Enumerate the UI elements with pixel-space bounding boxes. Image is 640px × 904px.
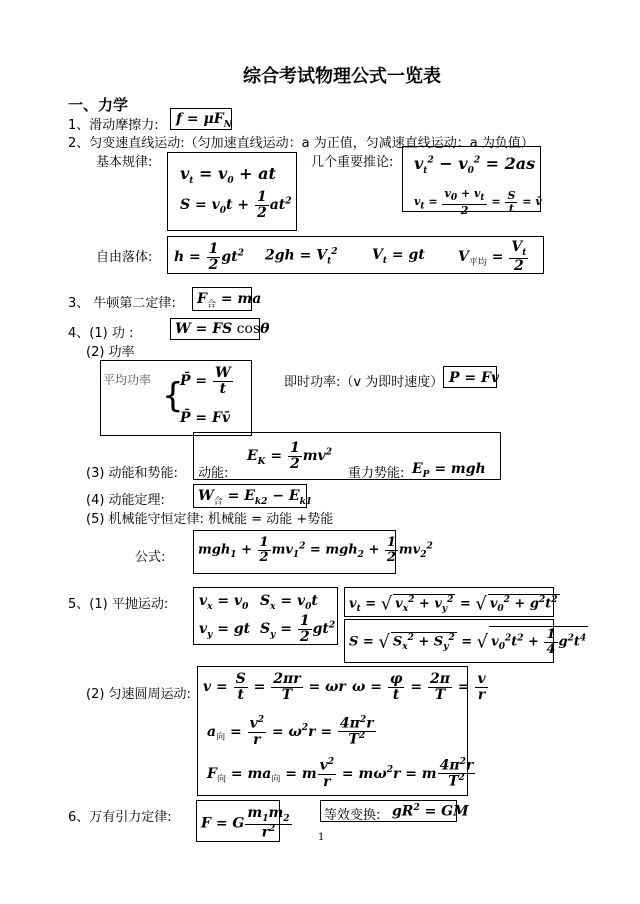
subscript-xiang-f: 向 (216, 774, 226, 785)
potential-label: 重力势能: (348, 466, 405, 481)
subscript-pingjun: 平均 (468, 257, 487, 268)
displacement-formula: $S = v_0t$ + $\frac{1}{2}$ $at^2$ (180, 189, 292, 221)
page-title: 综合考试物理公式一览表 (243, 66, 441, 87)
newton-formula: $F_合$ = ma (197, 291, 262, 310)
free-fall-avg-velocity: $V_{平均}$ = $\frac{V_t}{2}$ (458, 239, 527, 275)
projectile-vy: $v_y$ = gt (199, 621, 251, 640)
item-gravitation-label: 6、万有引力定律: (68, 810, 172, 825)
item-uniform-accel-label: 2、匀变速直线运动:（匀加速直线运动：a 为正值，匀减速直线运动：a 为负值） (68, 136, 534, 151)
item-newton-label: 3、 牛顿第二定律: (68, 296, 176, 311)
free-fall-height: h = $\frac{1}{2}$ $gt^2$ (174, 241, 244, 273)
velocity-formula: $v_t = v_0$ + at (180, 164, 276, 187)
subscript-he-theorem: 合 (213, 496, 223, 507)
formula-label: 公式: (135, 550, 166, 565)
kinetic-formula: $E_K$ = $\frac{1}{2}$ $mv^2$ (247, 440, 332, 472)
energy-label: (3) 动能和势能: (86, 466, 178, 481)
friction-formula: $f = \mu F_N$ (176, 111, 232, 130)
centripetal-force: $F_向 = ma_向 = m$ $\frac{v^2}{r}$ = $m\omega^2r = m$ $\frac{4\pi^2r}{T^2}$ (207, 757, 474, 790)
basic-law-label: 基本规律: (96, 155, 153, 170)
average-velocity-formula: $v_t$ = $\frac{v_0 + v_t}{2}$ = $\frac{S}{t}$ = v̄ (414, 187, 542, 217)
item-projectile-label: 5、(1) 平抛运动: (68, 597, 169, 612)
brace-symbol: { (162, 376, 184, 416)
item-work-label: 4、(1) 功 : (68, 326, 134, 341)
subscript-he-newton: 合 (206, 299, 216, 310)
equiv-formula: $gR^2$ = GM (392, 803, 469, 820)
item-friction-label: 1、滑动摩擦力: (68, 118, 159, 133)
equiv-label: 等效变换: (324, 808, 381, 823)
inst-power-label: 即时功率:（v 为即时速度） (284, 375, 444, 390)
projectile-sy: $S_y$ = $\frac{1}{2}$ $gt^2$ (260, 613, 336, 645)
kinetic-label: 动能: (198, 466, 229, 481)
section-mechanics: 一、力学 (68, 96, 129, 114)
potential-formula: $E_P$ = mgh (412, 461, 486, 480)
avg-power-label: 平均功率 (103, 373, 152, 387)
subscript-xiang-f2: 向 (271, 774, 281, 785)
centripetal-acceleration: $a_向$ = $\frac{v^2}{r}$ = $\omega^2r$ = $\frac{4\pi^2r}{T^2}$ (207, 715, 374, 748)
angular-velocity: ω = $\frac{\varphi}{t}$ = $\frac{2\pi}{T}$ = $\frac{v}{r}$ (352, 671, 486, 703)
theorem-label: (4) 动能定理: (86, 493, 165, 508)
projectile-displacement-formula: S = √ $S_x^2 + S_y^2$ = √ $v_0^2t^2$ + $\frac{1}{4}$ $g^2t^4$ (349, 627, 587, 657)
avg-power-formula-2: P̄ = Fv̄ (180, 410, 231, 426)
gravitation-formula: F = G $\frac{m_1m_2}{r^2}$ (201, 805, 290, 841)
projectile-vx: $v_x = v_0$ (199, 593, 249, 612)
free-fall-velocity-squared: $2gh = V_t^2$ (265, 247, 338, 267)
work-formula: W = FS cosθ (175, 321, 270, 337)
page-number: 1 (318, 832, 325, 843)
conservation-label: (5) 机械能守恒定律: 机械能 = 动能 +势能 (86, 512, 334, 527)
inst-power-formula: P = Fv (449, 370, 500, 386)
circular-velocity: v = $\frac{S}{t}$ = $\frac{2\pi r}{T}$ = ωr (203, 671, 346, 703)
theorem-formula: $W_合 = E_{k2} - E_{k1}$ (198, 488, 313, 507)
subscript-xiang-a: 向 (216, 732, 226, 743)
velocity-squared-formula: $v_t^2 - v_0^2 = 2as$ (414, 154, 536, 177)
conservation-formula: mgh$_1$ + $\frac{1}{2}$ $mv_1^2 = mgh_2$ + $\frac{1}{2}$ $mv_2^2$ (198, 535, 433, 565)
projectile-velocity-formula: $v_t$ = √ $v_x^2 + v_y^2$ = √ $v_0^2 + g^2t^2$ (349, 593, 558, 615)
power-label: (2) 功率 (86, 345, 135, 360)
projectile-sx: $S_x = v_0t$ (260, 593, 318, 612)
free-fall-velocity: $V_t$ = gt (372, 247, 425, 266)
free-fall-label: 自由落体: (96, 250, 153, 265)
important-inference-label: 几个重要推论: (311, 155, 394, 170)
avg-power-formula-1: P̄ = $\frac{W}{t}$ (180, 365, 231, 397)
circular-label: (2) 匀速圆周运动: (86, 687, 191, 702)
